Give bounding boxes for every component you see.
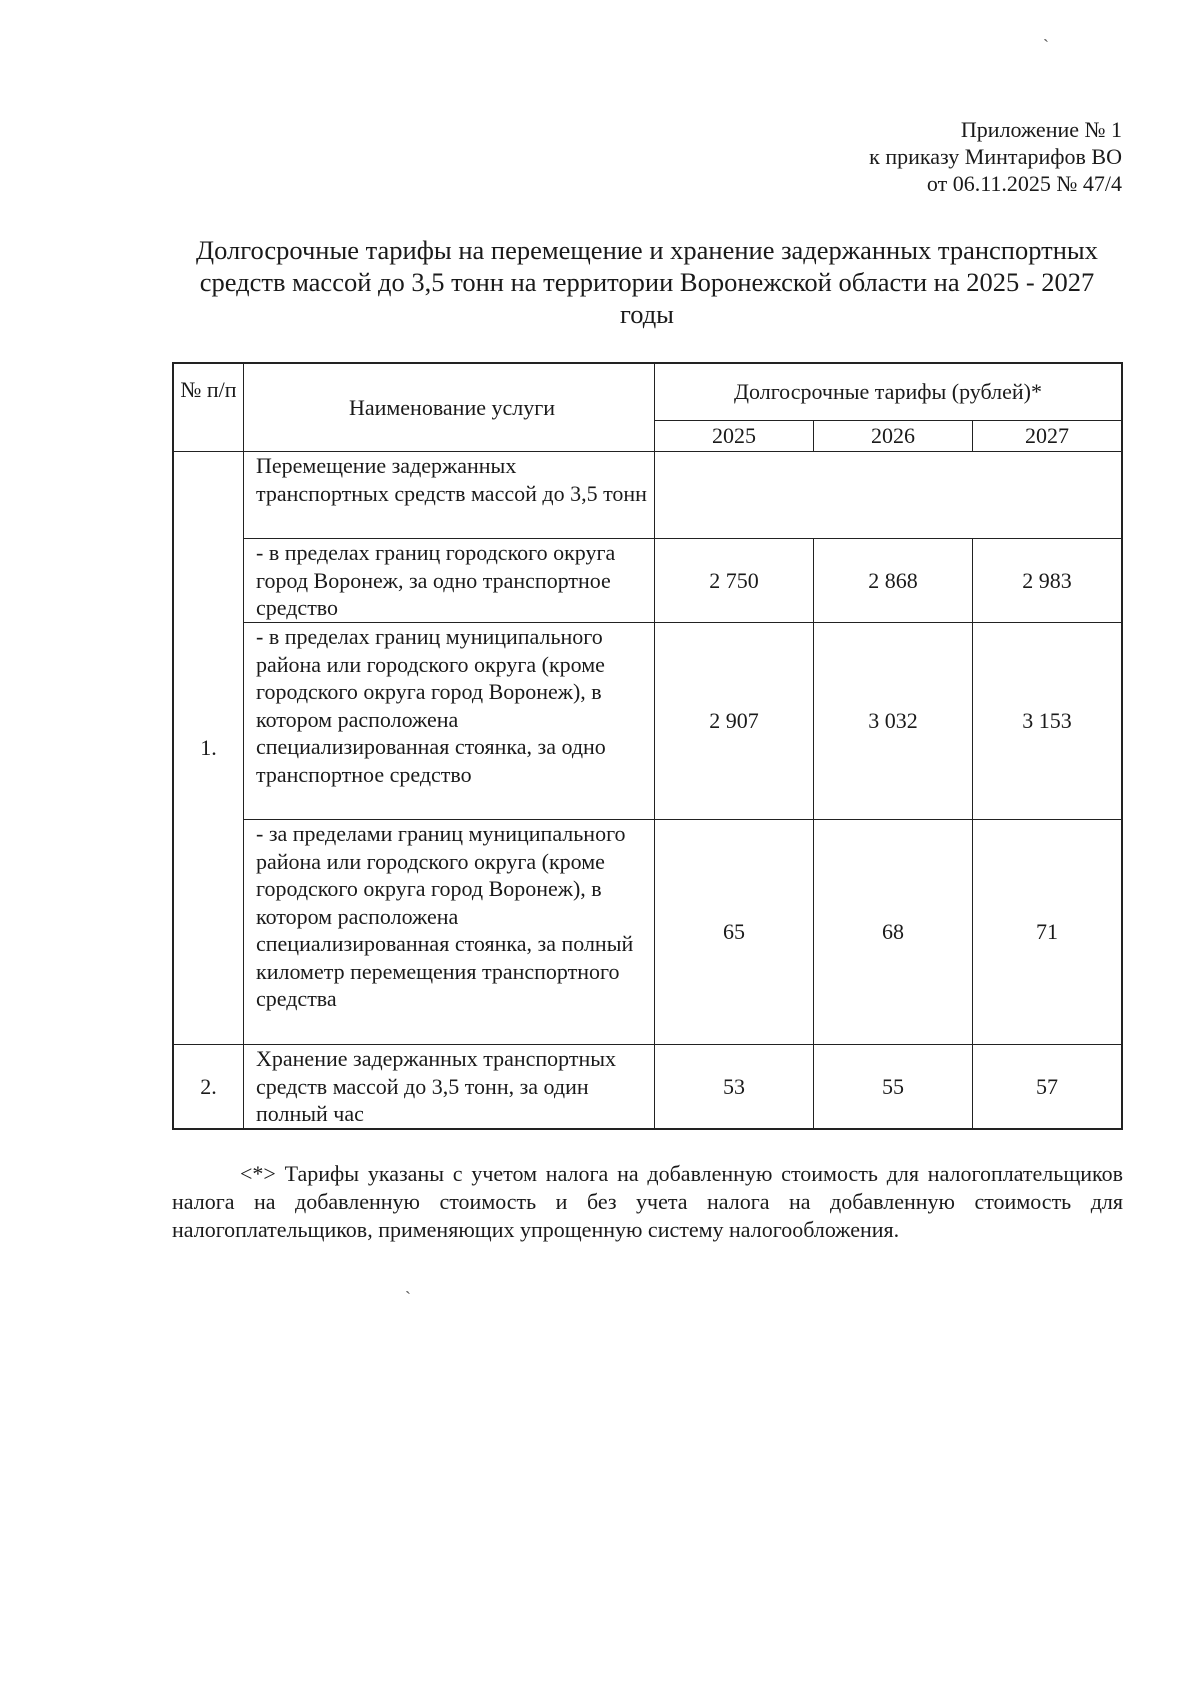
header-year-2025: 2025	[655, 421, 814, 452]
header-num: № п/п	[173, 363, 244, 452]
row-name: - за пределами границ муниципального района или городского округа (кроме городского округа город Воронеж), в котором расположена специализированная стоянка, за полный километр перемещения транспортного средства	[244, 820, 655, 1045]
row-name: - в пределах границ городского округа город Воронеж, за одно транспортное средство	[244, 539, 655, 623]
section-2-name: Хранение задержанных транспортных средств массой до 3,5 тонн, за один полный час	[244, 1045, 655, 1130]
table-row	[173, 452, 1122, 539]
row-name: - в пределах границ муниципального района или городского округа (кроме городского округа город Воронеж), в котором расположена специализированная стоянка, за одно транспортное средство	[244, 623, 655, 820]
scan-speck: ˎ	[405, 1274, 411, 1294]
section-1-title: Перемещение задержанных транспортных средств массой до 3,5 тонн	[244, 452, 655, 539]
header-year-2026: 2026	[814, 421, 973, 452]
row-value-2027: 71	[973, 820, 1123, 1045]
section-2-num: 2.	[173, 1045, 244, 1130]
row-value-2026: 2 868	[814, 539, 973, 623]
row-value-2025: 2 907	[655, 623, 814, 820]
row-value-2025: 2 750	[655, 539, 814, 623]
annex-line-1: Приложение № 1	[960, 117, 1122, 142]
table-row	[173, 1045, 1122, 1130]
header-name: Наименование услуги	[244, 363, 655, 452]
tariff-table	[172, 362, 1123, 1130]
row-value-2025: 65	[655, 820, 814, 1045]
annex-line-3: от 06.11.2025 № 47/4	[926, 171, 1122, 196]
row-value-2026: 55	[814, 1045, 973, 1130]
header-year-2027: 2027	[973, 421, 1123, 452]
row-value-2027: 3 153	[973, 623, 1123, 820]
table-row	[173, 539, 1122, 623]
table-header-row	[173, 363, 1122, 421]
row-value-2027: 57	[973, 1045, 1123, 1130]
row-value-2027: 2 983	[973, 539, 1123, 623]
row-value-2025: 53	[655, 1045, 814, 1130]
table-row	[173, 820, 1122, 1045]
footnote	[172, 1160, 1123, 1244]
row-value-2026: 3 032	[814, 623, 973, 820]
scan-speck: ˏ	[1043, 22, 1049, 42]
footnote-text: <*> Тарифы указаны с учетом налога на добавленную стоимость для налогоплательщиков налога на добавленную стоимость и без учета налога на добавленную стоимость для налогоплательщиков, применяющих упрощенную систему налогообложения.	[172, 1161, 1123, 1242]
row-value-2026: 68	[814, 820, 973, 1045]
document-title: Долгосрочные тарифы на перемещение и хранение задержанных транспортных средств массой до 3,5 тонн на территории Воронежской области на 2025 - 2027 годы	[196, 235, 1098, 329]
section-1-empty-cell	[655, 452, 1123, 539]
section-1-num: 1.	[173, 452, 244, 1045]
annex-reference	[869, 116, 1122, 197]
table-row	[173, 623, 1122, 820]
annex-line-2: к приказу Минтарифов ВО	[869, 144, 1122, 169]
header-tariffs: Долгосрочные тарифы (рублей)*	[655, 363, 1123, 421]
